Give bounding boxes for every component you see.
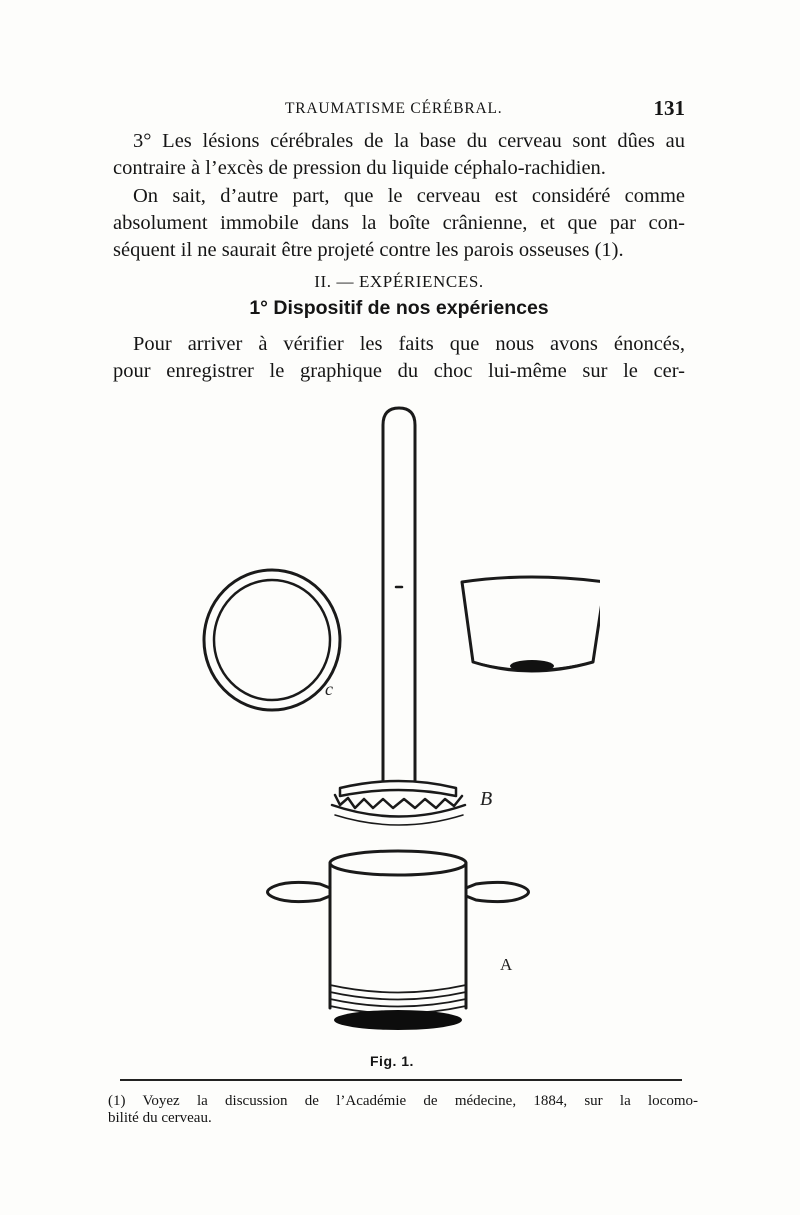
label-a: A <box>500 955 513 974</box>
ring <box>204 570 340 710</box>
plunger-rod <box>383 408 415 780</box>
text-line: pour enregistrer le graphique du choc lui-même sur le cer- <box>113 360 685 382</box>
footnote-line: (1) Voyez la discussion de l’Académie de médecine, 1884, sur la locomo- <box>108 1093 698 1109</box>
cylinder-opening <box>334 1010 462 1030</box>
page-header <box>110 98 685 124</box>
text-line: absolument immobile dans la boîte crânienne, et que par con- <box>113 212 685 234</box>
stopper <box>462 577 600 671</box>
paragraph-2 <box>113 183 685 264</box>
apparatus-illustration <box>180 400 600 1050</box>
cylinder-rim <box>330 851 466 875</box>
text-line: Pour arriver à vérifier les faits que nous avons énoncés, <box>133 333 685 355</box>
label-c: c <box>325 679 333 699</box>
right-handle <box>466 882 529 901</box>
paragraph-3 <box>113 331 685 385</box>
label-b: B <box>480 788 493 810</box>
text-line: séquent il ne saurait être projeté contre les parois osseuses (1). <box>113 239 624 261</box>
text-line: 3° Les lésions cérébrales de la base du cerveau sont dûes au <box>133 130 685 152</box>
text-line: contraire à l’excès de pression du liquide céphalo-rachidien. <box>113 157 606 179</box>
running-title: TRAUMATISME CÉRÉBRAL. <box>285 100 503 117</box>
page-number: 131 <box>653 96 685 120</box>
footnote <box>108 1093 698 1127</box>
left-handle <box>268 882 331 901</box>
figure-caption: Fig. 1. <box>370 1053 414 1069</box>
section-heading: II. — EXPÉRIENCES. <box>314 272 484 291</box>
subsection-heading: 1° Dispositif de nos expériences <box>249 297 549 319</box>
text-line: On sait, d’autre part, que le cerveau est considéré comme <box>133 185 685 207</box>
footnote-rule <box>120 1079 682 1081</box>
stopper-hole <box>510 660 554 672</box>
paragraph-1 <box>113 128 685 182</box>
piston-teeth <box>335 795 462 808</box>
piston-head <box>340 781 456 796</box>
footnote-line: bilité du cerveau. <box>108 1110 212 1126</box>
